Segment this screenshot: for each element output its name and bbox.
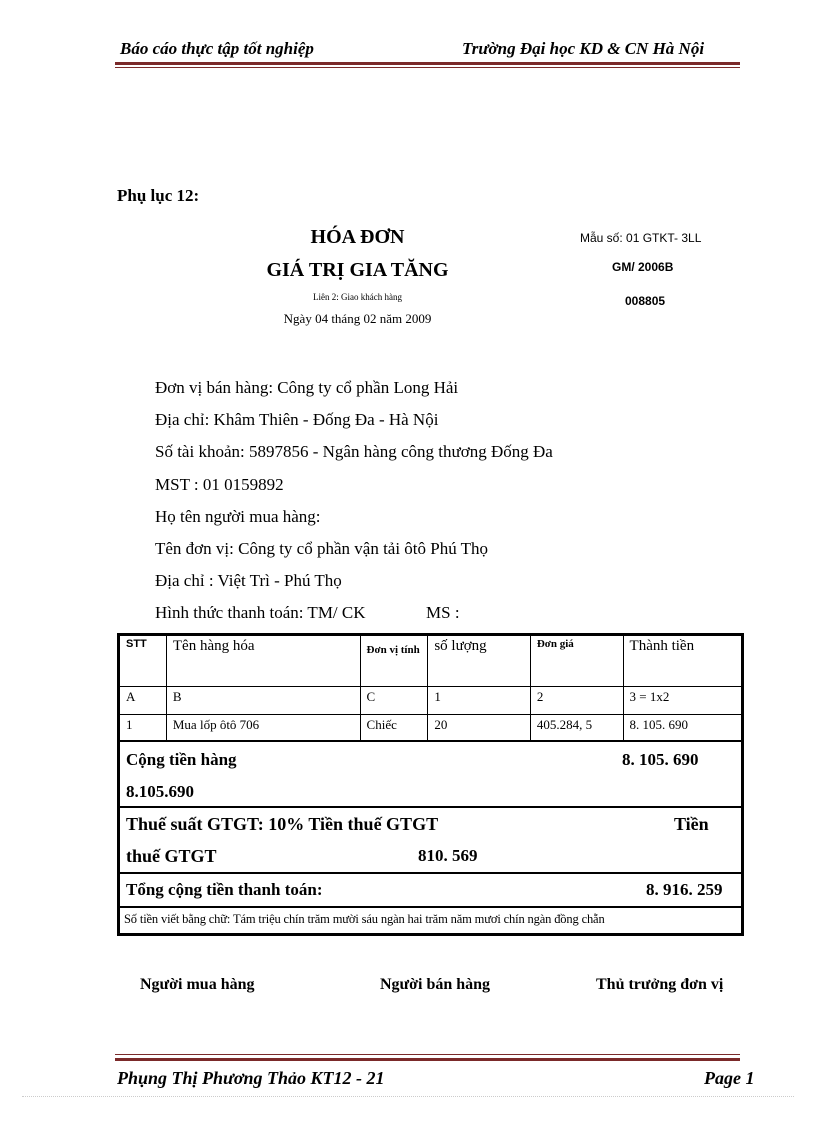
vat-value: 810. 569: [418, 845, 478, 865]
subtotal-repeat: 8.105.690: [126, 781, 194, 801]
seller-unit: Đơn vị bán hàng: Công ty cổ phần Long Hải: [155, 378, 459, 397]
row-unit: Chiếc: [360, 715, 428, 741]
header-product: Tên hàng hóa: [166, 635, 360, 687]
header-right: Trường Đại học KD & CN Hà Nội: [462, 39, 705, 58]
code-c: C: [360, 687, 428, 715]
header-unit-price: Đơn giá: [530, 635, 623, 687]
header-unit: Đơn vị tính: [360, 635, 428, 687]
vat-tail: Tiền: [674, 813, 709, 834]
invoice-date: Ngày 04 tháng 02 năm 2009: [283, 311, 432, 326]
row-amount: 8. 105. 690: [623, 715, 742, 741]
subtotal-label: Cộng tiền hàng: [126, 749, 237, 769]
header-rule: [115, 62, 740, 65]
seller-account: Số tài khoản: 5897856 - Ngân hàng công thương Đống Đa: [155, 442, 553, 461]
code-a: A: [119, 687, 167, 715]
seller-address: Địa chỉ: Khâm Thiên - Đống Đa - Hà Nội: [155, 410, 439, 429]
signature-seller: Người bán hàng: [380, 976, 491, 993]
invoice-table: [117, 633, 744, 936]
amount-in-words-row: [119, 907, 743, 935]
subtotal-value: 8. 105. 690: [622, 749, 699, 769]
invoice-title: HÓA ĐƠN: [310, 226, 405, 248]
payment-ms: MS :: [426, 603, 460, 622]
appendix-label: Phụ lục 12:: [117, 186, 200, 205]
seller-tax-code: MST : 01 0159892: [155, 475, 284, 494]
signature-buyer: Người mua hàng: [140, 976, 255, 993]
signature-director: Thủ trưởng đơn vị: [596, 976, 724, 993]
form-number: Mẫu số: 01 GTKT- 3LL: [580, 231, 702, 245]
row-stt: 1: [119, 715, 167, 741]
header-rule-thin: [115, 67, 740, 68]
buyer-address: Địa chỉ : Việt Trì - Phú Thọ: [155, 571, 342, 590]
page-edge: [22, 1096, 794, 1097]
footer-rule-thin: [115, 1054, 740, 1055]
total-row: [119, 873, 743, 907]
header-left: Báo cáo thực tập tốt nghiệp: [120, 39, 314, 58]
header-stt: STT: [119, 635, 167, 687]
invoice-series: GM/ 2006B: [612, 260, 674, 274]
code-3: 3 = 1x2: [623, 687, 742, 715]
amount-in-words: Số tiền viết bằng chữ: Tám triệu chín trăm mười sáu ngàn hai trăm năm mươi chín ngàn đồng chẵn: [119, 907, 743, 935]
header-amount: Thành tiền: [623, 635, 742, 687]
total-label: Tổng cộng tiền thanh toán:: [126, 879, 323, 899]
table-row: [119, 715, 743, 741]
code-1: 1: [428, 687, 531, 715]
buyer-unit: Tên đơn vị: Công ty cổ phần vận tải ôtô Phú Thọ: [155, 539, 489, 558]
row-quantity: 20: [428, 715, 531, 741]
total-value: 8. 916. 259: [646, 879, 723, 899]
footer-author: Phụng Thị Phương Thảo KT12 - 21: [117, 1068, 385, 1088]
subtotal-row: [119, 741, 743, 807]
row-unit-price: 405.284, 5: [530, 715, 623, 741]
code-b: B: [166, 687, 360, 715]
vat-row: [119, 807, 743, 873]
payment-method: Hình thức thanh toán: TM/ CK: [155, 603, 366, 622]
code-2: 2: [530, 687, 623, 715]
invoice-subtitle: GIÁ TRỊ GIA TĂNG: [266, 259, 449, 281]
invoice-number: 008805: [625, 294, 666, 308]
vat-label: Thuế suất GTGT: 10% Tiền thuế GTGT: [126, 813, 439, 834]
header-quantity: số lượng: [428, 635, 531, 687]
table-code-row: [119, 687, 743, 715]
footer-rule: [115, 1058, 740, 1061]
row-product: Mua lốp ôtô 706: [166, 715, 360, 741]
footer-page-number: Page 1: [704, 1068, 755, 1088]
vat-label-2: thuế GTGT: [126, 845, 217, 866]
table-header-row: [119, 635, 743, 687]
invoice-copy: Liên 2: Giao khách hàng: [313, 292, 402, 302]
buyer-name: Họ tên người mua hàng:: [155, 507, 321, 526]
